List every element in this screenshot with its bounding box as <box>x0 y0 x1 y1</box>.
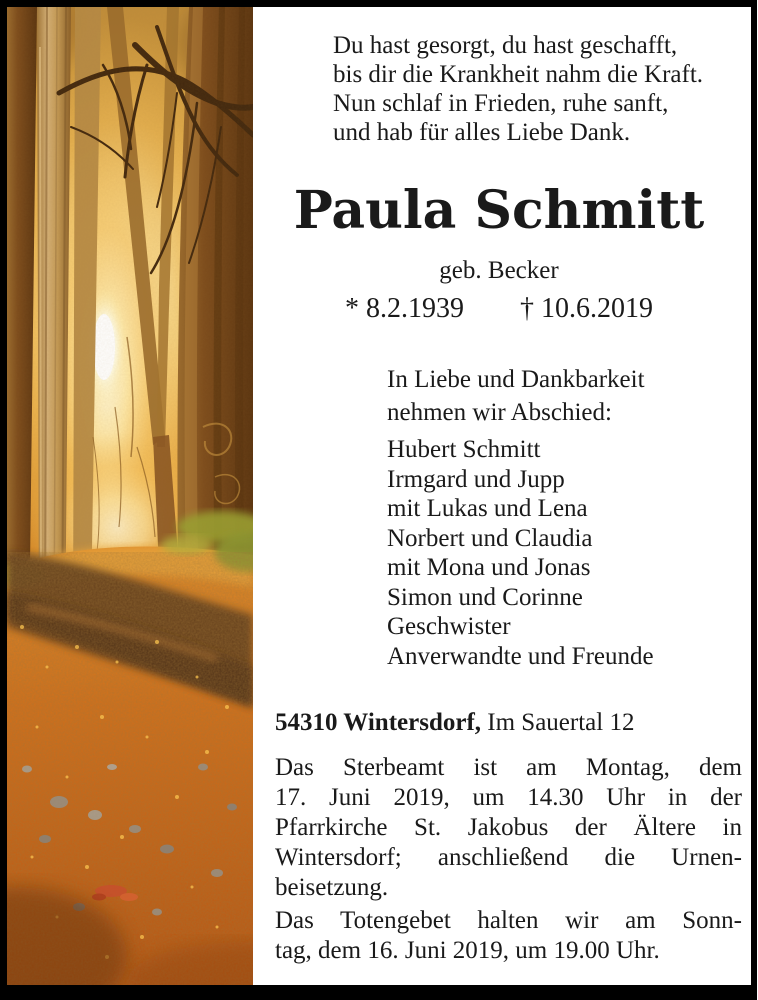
life-dates <box>253 293 745 325</box>
birth-date: * 8.2.1939 <box>345 293 464 324</box>
farewell-line: nehmen wir Abschied: <box>387 399 612 426</box>
mourner-line: Simon und Corinne <box>387 583 583 611</box>
memorial-verse <box>333 31 703 147</box>
verse-line: Nun schlaf in Frieden, ruhe sanft, <box>333 90 669 117</box>
verse-line: Du hast gesorgt, du hast geschafft, <box>333 32 678 59</box>
mourner-line: Norbert und Claudia <box>387 524 593 552</box>
mourner-line: mit Mona und Jonas <box>387 554 591 581</box>
prayer-line: Das Totengebet halten wir am Sonn- <box>275 907 742 934</box>
death-date: † 10.6.2019 <box>520 293 653 324</box>
funeral-service-paragraph <box>275 753 742 903</box>
maiden-name: geb. Becker <box>439 257 559 284</box>
service-line: Pfarrkirche St. Jakobus der Ältere in <box>275 814 742 841</box>
service-line: Das Sterbeamt ist am Montag, dem <box>275 754 742 781</box>
mourners-list <box>387 435 654 671</box>
farewell-intro <box>387 363 645 429</box>
service-line: Wintersdorf; anschließend die Urnen- <box>275 844 742 871</box>
prayer-paragraph <box>275 906 742 966</box>
service-line: beisetzung. <box>275 874 389 901</box>
mourner-line: Geschwister <box>387 613 511 640</box>
address-street: Im Sauertal 12 <box>487 709 635 736</box>
farewell-line: In Liebe und Dankbarkeit <box>387 366 645 393</box>
address-city: 54310 Wintersdorf, <box>275 709 482 736</box>
verse-line: bis dir die Krankheit nahm die Kraft. <box>333 61 704 88</box>
mourner-line: Irmgard und Jupp <box>387 465 565 493</box>
deceased-name: Paula Schmitt <box>293 180 705 241</box>
mourner-line: Anverwandte und Freunde <box>387 642 654 670</box>
verse-line: und hab für alles Liebe Dank. <box>333 119 631 146</box>
service-line: 17. Juni 2019, um 14.30 Uhr in der <box>275 784 742 811</box>
prayer-line: tag, dem 16. Juni 2019, um 19.00 Uhr. <box>275 937 660 964</box>
address-line <box>275 709 634 737</box>
mourner-line: mit Lukas und Lena <box>387 495 588 522</box>
forest-photo <box>7 7 253 985</box>
forest-photo-art <box>7 7 253 985</box>
mourner-line: Hubert Schmitt <box>387 436 541 463</box>
